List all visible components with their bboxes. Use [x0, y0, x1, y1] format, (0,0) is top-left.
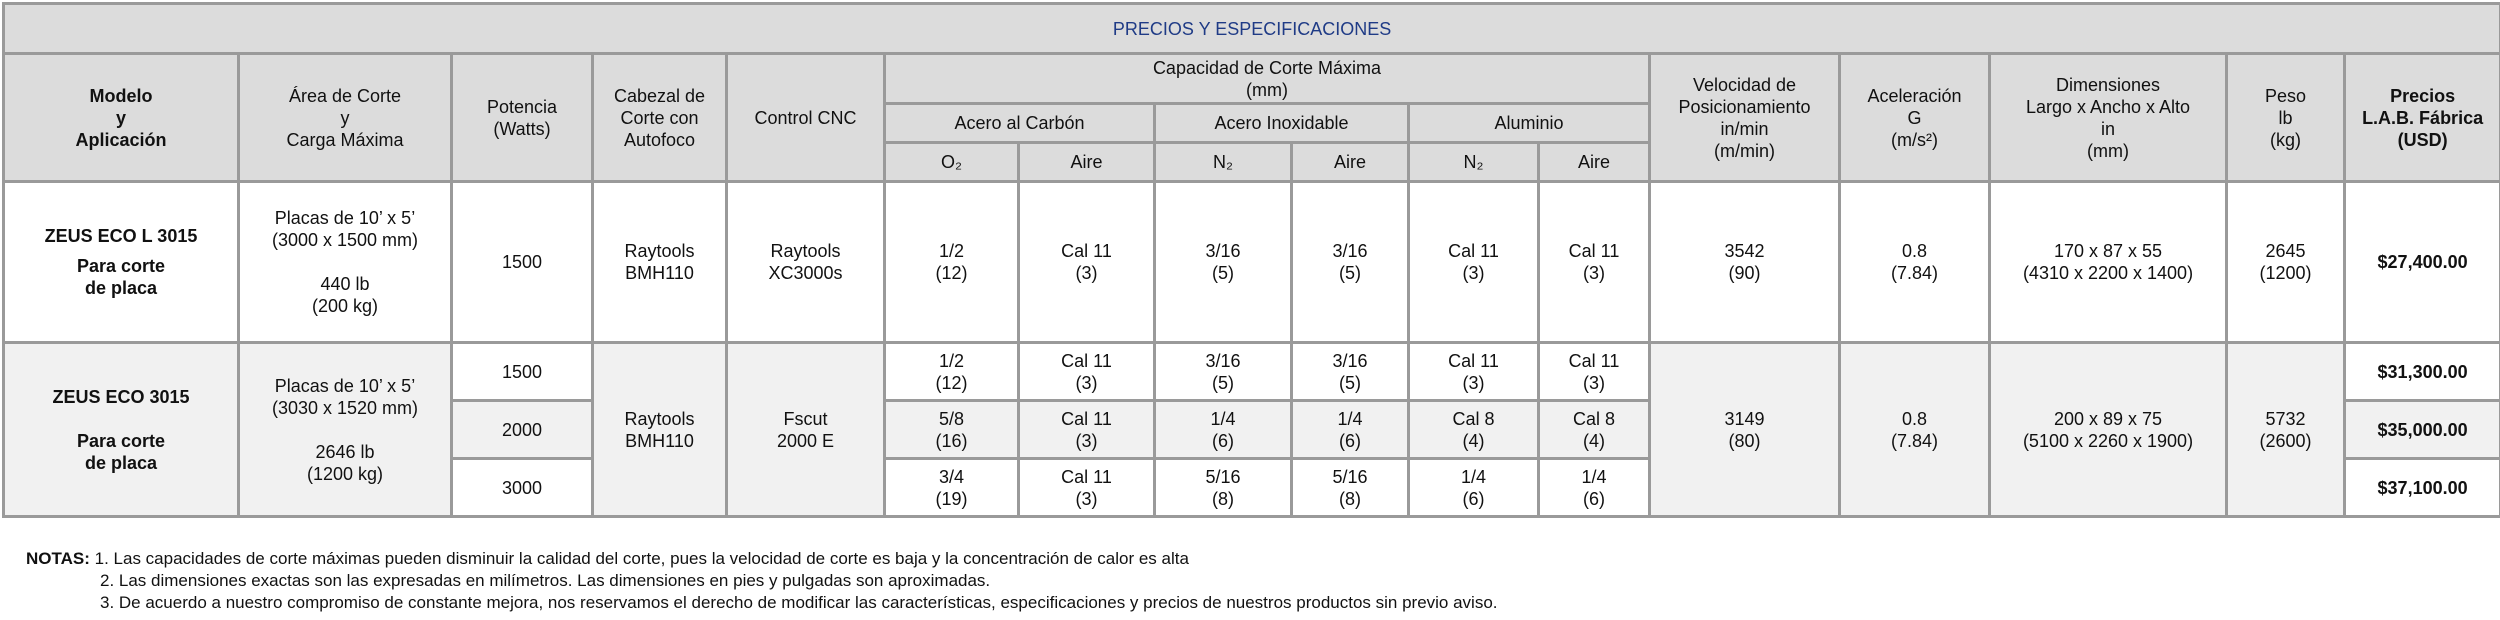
cut-cell: 1/4 (6): [1409, 459, 1539, 517]
header-control: Control CNC: [727, 54, 885, 182]
cut-cell: 5/16 (8): [1155, 459, 1292, 517]
cut-cell: 1/2 (12): [885, 182, 1019, 343]
cut-cell: 5/8 (16): [885, 401, 1019, 459]
cut-cell: Cal 11 (3): [1409, 343, 1539, 401]
note-item: 1. Las capacidades de corte máximas pueden disminuir la calidad del corte, pues la velocidad de corte es baja y la concentración de calor es alta: [94, 549, 1189, 568]
cut-cell: 3/16 (5): [1292, 343, 1409, 401]
table-row: [4, 182, 2500, 343]
header-peso: Peso lb (kg): [2227, 54, 2345, 182]
note-item: 3. De acuerdo a nuestro compromiso de constante mejora, nos reservamos el derecho de modificar las características, especificaciones y precios de nuestros productos sin previo aviso.: [100, 593, 1498, 612]
header-acero-inox: Acero Inoxidable: [1155, 104, 1409, 143]
potencia-cell: 1500: [452, 343, 593, 401]
model-cell: ZEUS ECO L 3015 Para corte de placa: [4, 182, 239, 343]
potencia-cell: 2000: [452, 401, 593, 459]
aceleracion-cell: 0.8 (7.84): [1840, 182, 1990, 343]
cut-cell: Cal 11 (3): [1409, 182, 1539, 343]
peso-cell: 5732 (2600): [2227, 343, 2345, 517]
cut-cell: Cal 11 (3): [1019, 459, 1155, 517]
header-gas-o2: O₂: [885, 143, 1019, 182]
header-gas-n2: N₂: [1409, 143, 1539, 182]
header-gas-aire: Aire: [1539, 143, 1650, 182]
model-cell: ZEUS ECO 3015 Para corte de placa: [4, 343, 239, 517]
header-velocidad: Velocidad de Posicionamiento in/min (m/min): [1650, 54, 1840, 182]
cut-cell: 1/4 (6): [1292, 401, 1409, 459]
cabezal-cell: Raytools BMH110: [593, 343, 727, 517]
header-gas-aire: Aire: [1292, 143, 1409, 182]
cut-cell: 3/16 (5): [1155, 182, 1292, 343]
velocidad-cell: 3149 (80): [1650, 343, 1840, 517]
header-precios: Precios L.A.B. Fábrica (USD): [2345, 54, 2500, 182]
header-acero-carbon: Acero al Carbón: [885, 104, 1155, 143]
potencia-cell: 1500: [452, 182, 593, 343]
aceleracion-cell: 0.8 (7.84): [1840, 343, 1990, 517]
dimensiones-cell: 200 x 89 x 75 (5100 x 2260 x 1900): [1990, 343, 2227, 517]
cut-cell: 1/4 (6): [1155, 401, 1292, 459]
control-cell: Fscut 2000 E: [727, 343, 885, 517]
cut-cell: 1/2 (12): [885, 343, 1019, 401]
area-cell: Placas de 10’ x 5’ (3000 x 1500 mm) 440 lb (200 kg): [239, 182, 452, 343]
notes: [26, 548, 1498, 614]
notes-label: NOTAS:: [26, 549, 90, 568]
potencia-cell: 3000: [452, 459, 593, 517]
cut-cell: Cal 11 (3): [1539, 182, 1650, 343]
header-gas-n2: N₂: [1155, 143, 1292, 182]
header-modelo: Modelo y Aplicación: [4, 54, 239, 182]
cabezal-cell: Raytools BMH110: [593, 182, 727, 343]
cut-cell: 3/4 (19): [885, 459, 1019, 517]
price-cell: $31,300.00: [2345, 343, 2500, 401]
dimensiones-cell: 170 x 87 x 55 (4310 x 2200 x 1400): [1990, 182, 2227, 343]
note-item: 2. Las dimensiones exactas son las expresadas en milímetros. Las dimensiones en pies y pulgadas son aproximadas.: [100, 571, 991, 590]
cut-cell: Cal 11 (3): [1019, 182, 1155, 343]
price-cell: $27,400.00: [2345, 182, 2500, 343]
table-row: [4, 343, 2500, 401]
price-cell: $37,100.00: [2345, 459, 2500, 517]
table-title: PRECIOS Y ESPECIFICACIONES: [4, 4, 2500, 54]
header-row: [4, 54, 2500, 104]
header-cabezal: Cabezal de Corte con Autofoco: [593, 54, 727, 182]
cut-cell: Cal 11 (3): [1539, 343, 1650, 401]
velocidad-cell: 3542 (90): [1650, 182, 1840, 343]
cut-cell: Cal 11 (3): [1019, 343, 1155, 401]
peso-cell: 2645 (1200): [2227, 182, 2345, 343]
header-capacidad: Capacidad de Corte Máxima (mm): [885, 54, 1650, 104]
price-cell: $35,000.00: [2345, 401, 2500, 459]
cut-cell: 5/16 (8): [1292, 459, 1409, 517]
header-dimensiones: Dimensiones Largo x Ancho x Alto in (mm): [1990, 54, 2227, 182]
cut-cell: Cal 8 (4): [1409, 401, 1539, 459]
header-potencia: Potencia (Watts): [452, 54, 593, 182]
header-aluminio: Aluminio: [1409, 104, 1650, 143]
cut-cell: Cal 8 (4): [1539, 401, 1650, 459]
header-aceleracion: Aceleración G (m/s²): [1840, 54, 1990, 182]
control-cell: Raytools XC3000s: [727, 182, 885, 343]
cut-cell: 1/4 (6): [1539, 459, 1650, 517]
header-area: Área de Corte y Carga Máxima: [239, 54, 452, 182]
note-line: [26, 548, 1498, 570]
specs-table: [2, 2, 2500, 518]
cut-cell: 3/16 (5): [1292, 182, 1409, 343]
cut-cell: Cal 11 (3): [1019, 401, 1155, 459]
cut-cell: 3/16 (5): [1155, 343, 1292, 401]
header-gas-aire: Aire: [1019, 143, 1155, 182]
area-cell: Placas de 10’ x 5’ (3030 x 1520 mm) 2646 lb (1200 kg): [239, 343, 452, 517]
